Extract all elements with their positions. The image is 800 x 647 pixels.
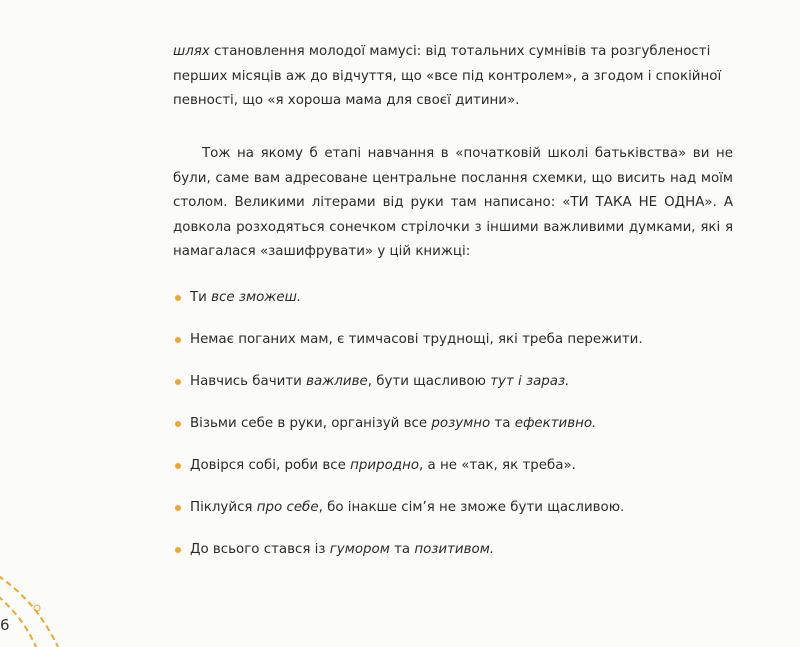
bullet-text: , бути щасливою — [367, 374, 491, 389]
paragraph-main: Тож на якому б етапі навчання в «початковій школі батьківства» ви не були, саме вам адресоване центральне послання схемки, що висить над моїм столом. Великими літерами від руки там написано: «ТИ ТАКА НЕ ОДНА». А довкола розходяться сонечком стрілочки з іншими важливими думками, які я намагалася «зашифрувати» у цій книжці: — [173, 146, 733, 259]
bullet-text: та — [490, 416, 515, 431]
paragraph-intro-text: становлення молодої мамусі: від тотальних сумнівів та розгубленості перших місяців аж до відчуття, що «все під контролем», а згодом і спокійної певності, що «я хороша мама для своєї дитини». — [173, 44, 722, 108]
paragraph-intro-italic-word: шлях — [173, 44, 210, 59]
bullet-emphasis: гумором — [329, 542, 390, 557]
bullet-text: , а не «так, як треба». — [419, 458, 576, 473]
page-number: 6 — [0, 616, 10, 634]
bullet-text: До всього стався із — [190, 542, 330, 557]
bullet-text: Піклуйся — [190, 500, 257, 515]
list-item — [175, 371, 735, 413]
bullet-dot-icon — [175, 547, 181, 553]
bullet-text: Навчись бачити — [190, 374, 307, 389]
bullet-text: , бо інакше сім’я не зможе бути щасливою. — [318, 500, 625, 515]
bullet-emphasis: розумно — [431, 416, 491, 431]
bullet-emphasis: тут і зараз. — [490, 374, 570, 389]
paragraph-intro — [173, 40, 733, 114]
bullet-text: Візьми себе в руки, організуй все — [190, 416, 432, 431]
list-item — [175, 539, 735, 581]
bullet-text: Ти — [190, 290, 212, 305]
list-item — [175, 287, 735, 329]
bullet-emphasis: важливе — [306, 374, 368, 389]
bullet-emphasis: ефективно. — [514, 416, 597, 431]
bullet-text: Довірся собі, роби все — [190, 458, 351, 473]
bullet-dot-icon — [175, 421, 181, 427]
corner-ornament-icon — [0, 560, 80, 647]
bullet-list — [175, 287, 735, 581]
list-item — [175, 455, 735, 497]
list-item — [175, 329, 735, 371]
bullet-dot-icon — [175, 379, 181, 385]
bullet-dot-icon — [175, 295, 181, 301]
bullet-emphasis: природно — [350, 458, 420, 473]
bullet-emphasis: все зможеш. — [211, 290, 302, 305]
bullet-text: та — [389, 542, 415, 557]
bullet-dot-icon — [175, 463, 181, 469]
bullet-emphasis: позитивом. — [414, 542, 495, 557]
bullet-text: Немає поганих мам, є тимчасові труднощі, які треба пережити. — [190, 332, 643, 347]
bullet-dot-icon — [175, 337, 181, 343]
bullet-emphasis: про себе — [256, 500, 319, 515]
list-item — [175, 413, 735, 455]
list-item — [175, 497, 735, 539]
bullet-dot-icon — [175, 505, 181, 511]
